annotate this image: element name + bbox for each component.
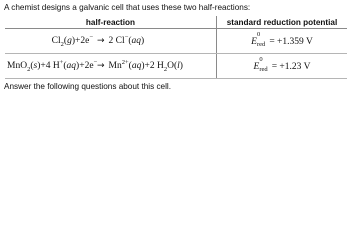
potential-cell: E 0 red = +1.359 V — [217, 29, 348, 54]
half-reaction-cell — [5, 54, 217, 79]
reaction-products: 2 Cl−(aq) — [108, 33, 145, 46]
reaction-reactants: $Cl_2(g)+2e^-$ — [51, 33, 93, 48]
potential-symbol: E — [253, 61, 260, 72]
reaction-arrow: → — [97, 61, 105, 71]
table-row — [5, 54, 347, 79]
reaction-reactants: MnO$_2$(s)+4 H+(aq)+2e− — [7, 58, 98, 73]
half-reaction-cell — [5, 29, 217, 54]
problem-instruction: Answer the following questions about this cell. — [4, 82, 172, 91]
table-row — [5, 29, 347, 54]
header-standard-reduction-potential: standard reduction potential — [217, 16, 348, 29]
header-half-reaction: half-reaction — [5, 16, 217, 29]
potential-cell: E 0 red = +1.23 V — [217, 54, 348, 79]
half-reaction-table — [5, 16, 347, 79]
reaction-arrow: → — [97, 36, 105, 46]
reaction-products: $Mn^{2+}(aq)+2$ $H_2O(l)$ — [108, 58, 183, 73]
potential-value: = +1.23 V — [271, 61, 311, 72]
problem-intro: A chemist designs a galvanic cell that uses these two half-reactions: — [4, 3, 251, 12]
table-header-row — [5, 16, 347, 29]
potential-value: = +1.359 V — [269, 36, 313, 47]
potential-symbol: E — [251, 36, 257, 47]
